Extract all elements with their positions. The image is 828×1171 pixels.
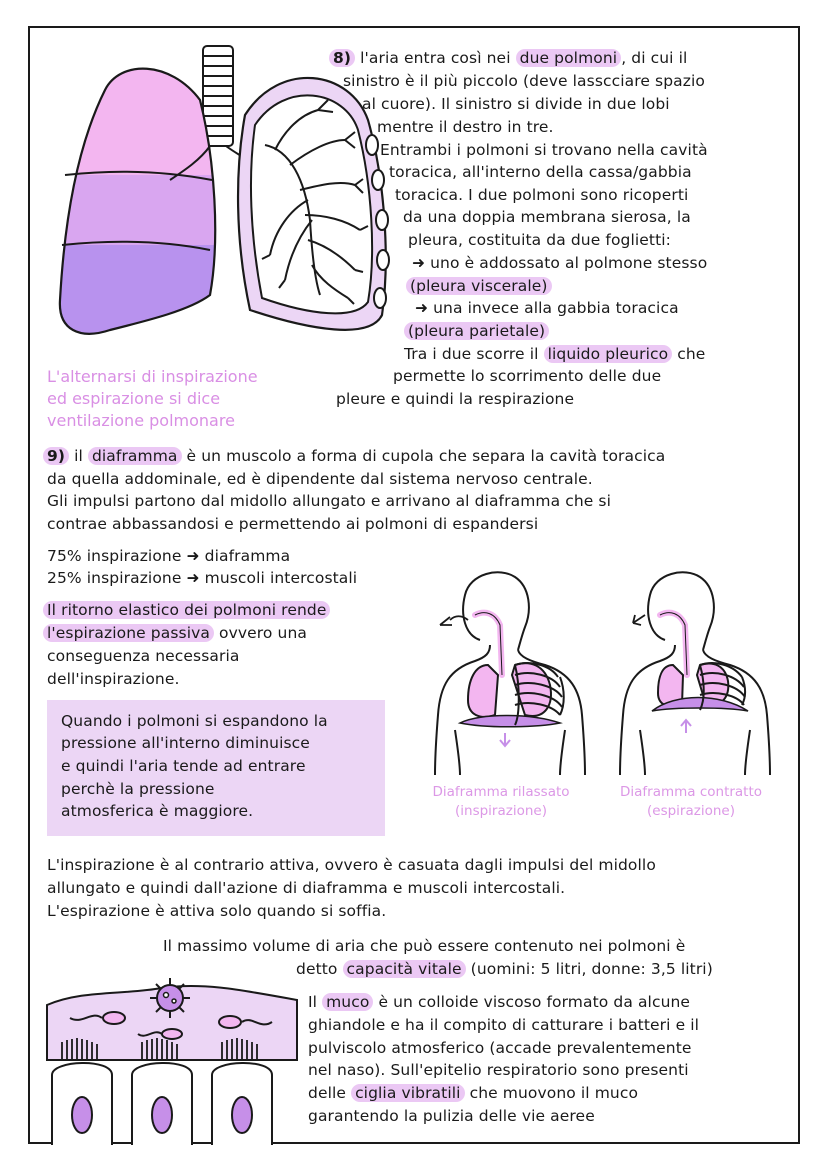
percentage-line-2: 25% inspirazione ➜ muscoli intercostali [47,569,358,587]
section-8-text: pleura, costituita da due foglietti: [408,231,672,249]
section-8-line [406,276,552,298]
mucus-highlight: muco [322,993,373,1011]
caption-relaxed: Diaframma rilassato (inspirazione) [432,784,570,819]
mucus-text: Il [308,993,323,1011]
mucus-text: nel naso). Sull'epitelio respiratorio sono presenti [308,1061,689,1079]
section-9-text: il [74,447,88,465]
pressure-line-3: e quindi l'aria tende ad entrare [61,757,306,775]
mucus-line [308,1083,638,1105]
capacity-highlight: capacità vitale [343,960,466,978]
section-8-line [377,117,554,139]
section-8-line [329,48,687,70]
section-8-line [412,253,707,275]
section-8-text: , di cui il [621,49,688,67]
diaphragm-diagrams [420,565,790,780]
pressure-line-5: atmosferica è maggiore. [61,802,254,820]
section-8-highlight: (pleura viscerale) [406,277,552,295]
mucus-text: ghiandole e ha il compito di catturare i batteri e il [308,1016,700,1034]
section-9-line [43,446,665,468]
section-8-text: mentre il destro in tre. [377,118,554,136]
section-8-text: l'aria entra così nei [360,49,516,67]
active-line-1: L'inspirazione è al contrario attiva, ovvero è casuata dagli impulsi del midollo [47,856,656,874]
section-8-line [404,321,549,343]
capacity-after: (uomini: 5 litri, donne: 3,5 litri) [465,960,713,978]
section-8-line [415,298,679,320]
section-9-text: è un muscolo a forma di cupola che separa la cavità toracica [181,447,666,465]
section-8-line [336,389,574,411]
lungs-illustration [50,40,390,370]
section-8-text: che [672,345,706,363]
mucus-text: che muovono il muco [464,1084,639,1102]
section-8-text: Entrambi i polmoni si trovano nella cavità [380,141,708,159]
section-9-text: Gli impulsi partono dal midollo allungato e arrivano al diaframma che si [47,492,612,510]
section-8-line [403,207,691,229]
section-8-highlight: due polmoni [516,49,622,67]
section-8-highlight: liquido pleurico [544,345,673,363]
section-9-line [47,514,538,536]
section-9-line [47,469,593,491]
section-8-highlight: (pleura parietale) [404,322,549,340]
elastic-line-1 [43,600,330,622]
mucus-text: pulviscolo atmosferico (accade prevalentemente [308,1039,692,1057]
section-8-text: toracica, all'interno della cassa/gabbia [389,163,692,181]
section-8-line [408,230,671,252]
section-8-text: da una doppia membrana sierosa, la [403,208,691,226]
section-8-line [343,71,705,93]
section-8-number: 8) [329,49,355,67]
mucus-line [308,1060,689,1082]
section-9-line [47,491,611,513]
percentage-line-1: 75% inspirazione ➜ diaframma [47,547,291,565]
elastic-after: ovvero una [213,624,307,642]
capacity-line-1: Il massimo volume di aria che può essere contenuto nei polmoni è [163,937,686,955]
section-8-line [362,94,670,116]
pressure-line-4: perchè la pressione [61,780,215,798]
section-8-line [380,140,708,162]
section-8-text: permette lo scorrimento delle due [393,367,662,385]
section-8-text: pleure e quindi la respirazione [336,390,575,408]
active-line-3: L'espirazione è attiva solo quando si soffia. [47,902,387,920]
mucus-line [308,1106,595,1128]
section-8-text: Tra i due scorre il [404,345,544,363]
active-line-2: allungato e quindi dall'azione di diaframma e muscoli intercostali. [47,879,566,897]
pressure-line-1: Quando i polmoni si espandono la [61,712,328,730]
section-9-text: contrae abbassandosi e permettendo ai polmoni di espandersi [47,515,539,533]
mucus-text: delle [308,1084,352,1102]
mucus-text: garantendo la pulizia delle vie aeree [308,1107,595,1125]
pressure-line-2: pressione all'interno diminuisce [61,734,310,752]
section-9-text: da quella addominale, ed è dipendente dal sistema nervoso centrale. [47,470,593,488]
elastic-line-2 [43,623,307,645]
mucus-line [308,992,690,1014]
section-8-line [393,366,661,388]
section-8-text: toracica. I due polmoni sono ricoperti [395,186,689,204]
section-8-text: ➜ una invece alla gabbia toracica [415,299,679,317]
section-8-text: ➜ uno è addossato al polmone stesso [412,254,708,272]
section-8-line [404,344,705,366]
caption-contracted: Diaframma contratto (espirazione) [619,784,763,819]
section-8-line [395,185,688,207]
elastic-line-3: conseguenza necessaria [47,647,240,665]
section-9-number: 9) [43,447,69,465]
mucus-line [308,1038,692,1060]
capacity-before: detto [296,960,343,978]
mucus-highlight: ciglia vibratili [351,1084,465,1102]
elastic-highlight-2: l'espirazione passiva [43,624,214,642]
elastic-highlight-1: Il ritorno elastico dei polmoni rende [43,601,330,619]
epithelium-illustration [42,970,302,1145]
section-8-line [389,162,692,184]
section-8-text: al cuore). Il sinistro si divide in due lobi [362,95,670,113]
section-9-highlight: diaframma [88,447,182,465]
elastic-line-4: dell'inspirazione. [47,670,180,688]
capacity-line-2 [296,959,713,981]
mucus-line [308,1015,699,1037]
section-8-text: sinistro è il più piccolo (deve lasscciare spazio [343,72,705,90]
ventilation-note: L'alternarsi di inspirazione ed espirazione si dice ventilazione polmonare [47,367,258,430]
mucus-text: è un colloide viscoso formato da alcune [373,993,691,1011]
